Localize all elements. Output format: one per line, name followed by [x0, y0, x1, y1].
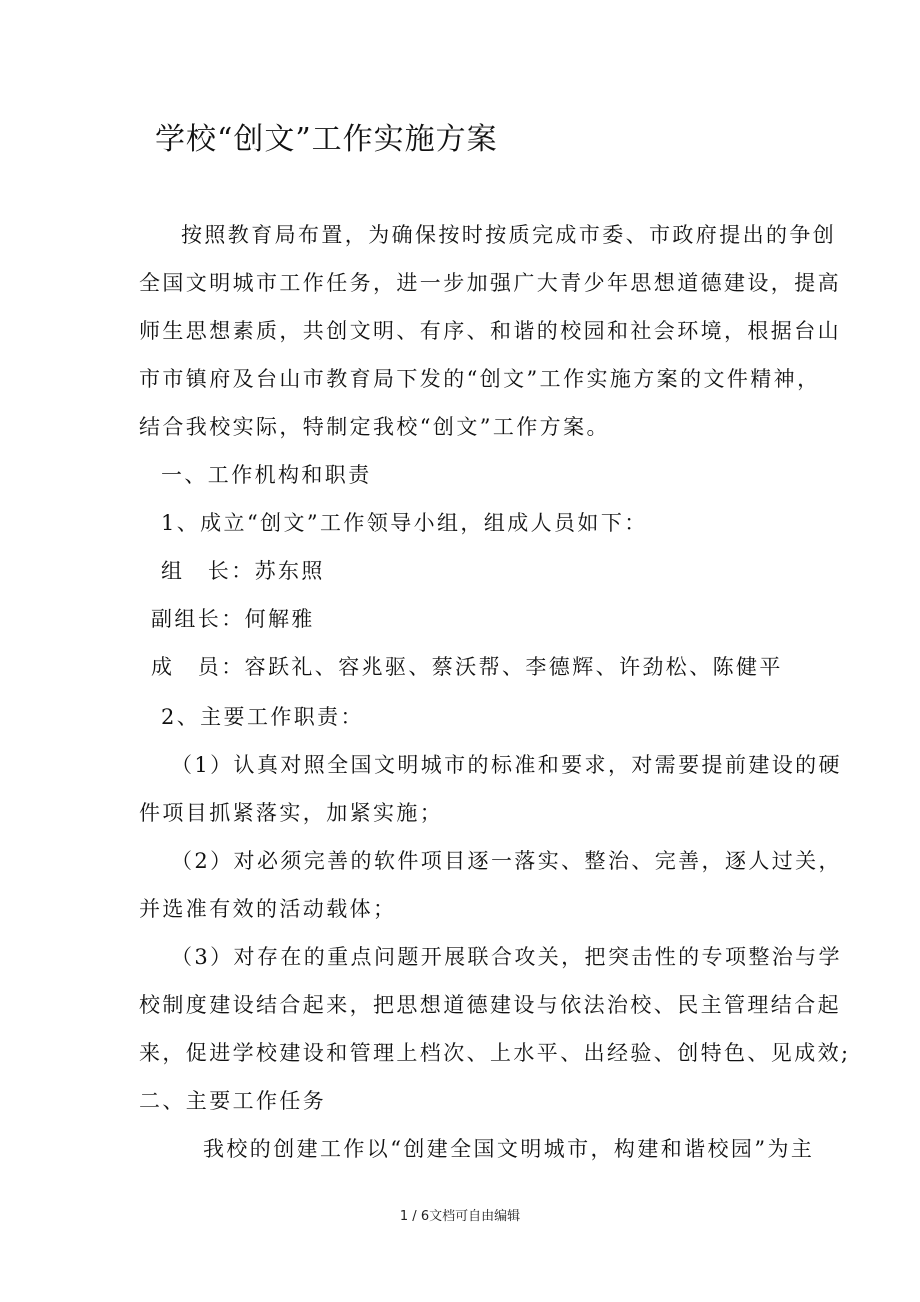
member-line: 组 长：苏东照 [161, 559, 325, 583]
paragraph-line: 来，促进学校建设和管理上档次、上水平、出经验、创特色、见成效; [139, 1041, 851, 1065]
paragraph-line: （3）对存在的重点问题开展联合攻关，把突击性的专项整治与学 [171, 945, 842, 969]
paragraph-line: 结合我校实际，特制定我校“创文”工作方案。 [139, 415, 610, 439]
member-line: 副组长：何解雅 [151, 607, 315, 631]
document-title: 学校“创文”工作实施方案 [155, 122, 498, 157]
paragraph-line: 件项目抓紧落实，加紧实施； [139, 801, 444, 825]
paragraph-line: （1）认真对照全国文明城市的标准和要求，对需要提前建设的硬 [171, 753, 842, 777]
paragraph-line: 师生思想素质，共创文明、有序、和谐的校园和社会环境，根据台山 [139, 319, 841, 343]
paragraph-line: （2）对必须完善的软件项目逐一落实、整治、完善，逐人过关， [171, 849, 842, 873]
paragraph-line: 我校的创建工作以“创建全国文明城市，构建和谐校园”为主 [203, 1137, 815, 1161]
section-heading: 一、工作机构和职责 [161, 463, 372, 487]
section-heading: 二、主要工作任务 [139, 1089, 327, 1113]
paragraph-line: 全国文明城市工作任务，进一步加强广大青少年思想道德建设，提高 [139, 271, 841, 295]
page-footer: 1 / 6文档可自由编辑 [399, 1209, 521, 1224]
paragraph-line: 市市镇府及台山市教育局下发的“创文”工作实施方案的文件精神， [139, 367, 821, 391]
member-line: 成 员：容跃礼、容兆驱、蔡沃帮、李德辉、许劲松、陈健平 [151, 655, 783, 679]
subsection-heading: 2、主要工作职责： [161, 705, 364, 729]
paragraph-line: 校制度建设结合起来，把思想道德建设与依法治校、民主管理结合起 [139, 993, 841, 1017]
paragraph-line: 按照教育局布置，为确保按时按质完成市委、市政府提出的争创 [181, 223, 837, 247]
paragraph-line: 并选准有效的活动载体； [139, 897, 397, 921]
subsection-heading: 1、成立“创文”工作领导小组，组成人员如下： [161, 511, 648, 535]
